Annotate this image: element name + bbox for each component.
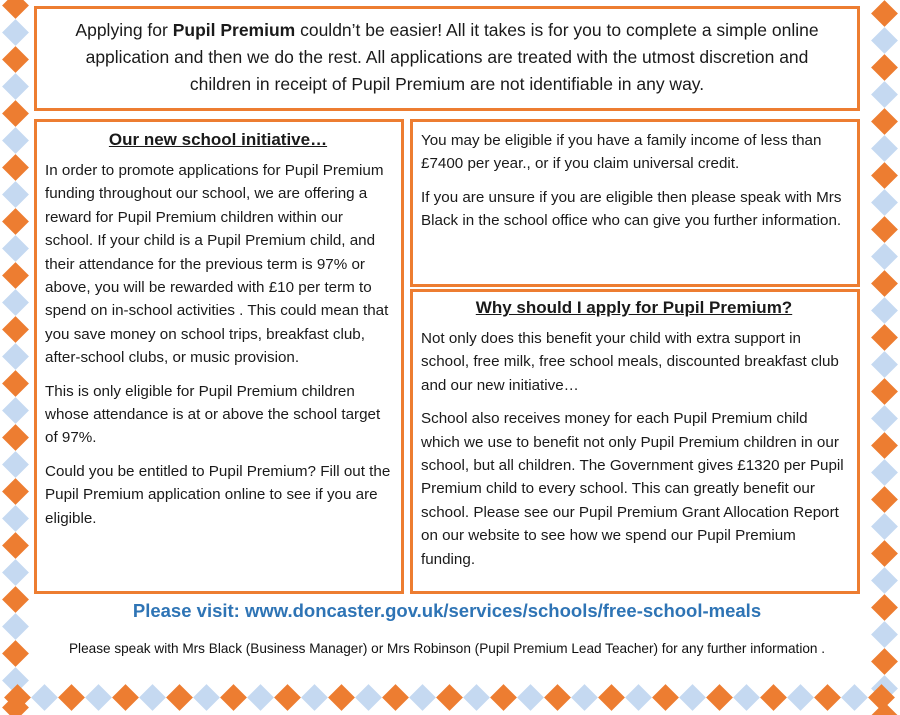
border-diamond — [760, 684, 787, 711]
border-diamond — [139, 684, 166, 711]
border-diamond — [193, 684, 220, 711]
border-diamond — [2, 559, 29, 586]
border-diamond — [2, 19, 29, 46]
border-diamond — [871, 459, 898, 486]
border-diamond — [2, 586, 29, 613]
border-diamond — [706, 684, 733, 711]
border-diamond — [2, 46, 29, 73]
border-diamond — [814, 684, 841, 711]
border-diamond — [2, 451, 29, 478]
border-diamond — [868, 684, 895, 711]
visit-link[interactable]: Please visit: www.doncaster.gov.uk/services/schools/free-school-meals — [132, 600, 762, 621]
border-diamond — [409, 684, 436, 711]
border-diamond — [2, 370, 29, 397]
border-diamond — [871, 405, 898, 432]
border-diamond — [2, 397, 29, 424]
border-diamond — [871, 513, 898, 540]
border-diamond — [166, 684, 193, 711]
border-diamond — [4, 684, 31, 711]
border-diamond — [787, 684, 814, 711]
border-diamond — [2, 235, 29, 262]
border-diamond — [871, 432, 898, 459]
border-diamond — [58, 684, 85, 711]
border-diamond — [517, 684, 544, 711]
border-diamond — [871, 351, 898, 378]
border-diamond — [871, 324, 898, 351]
border-diamond — [652, 684, 679, 711]
border-diamond — [871, 594, 898, 621]
eligibility-paragraph-1: You may be eligible if you have a family income of less than £7400 per year., or if you claim universal credit. — [421, 132, 822, 173]
border-diamond — [85, 684, 112, 711]
border-diamond — [328, 684, 355, 711]
border-diamond — [871, 189, 898, 216]
intro-text-bold: Pupil Premium — [172, 20, 296, 40]
border-diamond — [871, 216, 898, 243]
border-diamond — [2, 478, 29, 505]
contact-note: Please speak with Mrs Black (Business Manager) or Mrs Robinson (Pupil Premium Lead Teacher) for any further information . — [68, 641, 826, 656]
border-diamond — [871, 297, 898, 324]
border-diamond — [871, 486, 898, 513]
border-diamond — [871, 0, 898, 27]
border-diamond — [2, 532, 29, 559]
why-apply-paragraph-2: School also receives money for each Pupil Premium child which we use to benefit not only Pupil Premium children in our school, but all children. The Government gives £1320 per Pupil Premium child to every school. This can greatly benefit our school. Please see our Pupil Premium Grant Allocation Report on our website to see how we spend our Pupil Premium funding. — [421, 410, 844, 568]
border-diamond — [247, 684, 274, 711]
border-diamond — [2, 262, 29, 289]
initiative-box — [34, 119, 404, 594]
border-diamond — [31, 684, 58, 711]
border-diamond — [679, 684, 706, 711]
why-apply-box — [410, 289, 860, 594]
border-diamond — [871, 54, 898, 81]
border-diamond — [436, 684, 463, 711]
intro-box — [34, 6, 860, 111]
border-diamond — [571, 684, 598, 711]
border-diamond — [301, 684, 328, 711]
border-diamond — [2, 613, 29, 640]
border-diamond — [871, 27, 898, 54]
initiative-paragraph-1: In order to promote applications for Pupil Premium funding throughout our school, we are offering a reward for Pupil Premium children within our school. If your child is a Pupil Premium child, and their attendance for the previous term is 97% or above, you will be rewarded with £10 per term to spend on in-school activities . This could mean that you save money on school trips, breakfast club, after-school clubs, or music provision. — [45, 162, 389, 367]
eligibility-paragraph-2: If you are unsure if you are eligible then please speak with Mrs Black in the school office who can give you further information. — [421, 188, 842, 230]
border-diamond — [871, 540, 898, 567]
initiative-paragraph-2: This is only eligible for Pupil Premium children whose attendance is at or above the school target of 97%. — [45, 382, 381, 447]
left-diamond-border — [0, 0, 32, 715]
border-diamond — [733, 684, 760, 711]
intro-text-before: Applying for — [75, 20, 173, 40]
border-diamond — [355, 684, 382, 711]
border-diamond — [871, 567, 898, 594]
border-diamond — [112, 684, 139, 711]
border-diamond — [2, 316, 29, 343]
border-diamond — [841, 684, 868, 711]
why-apply-paragraph-1: Not only does this benefit your child with extra support in school, free milk, free school meals, discounted breakfast club and our new initiative… — [421, 330, 839, 394]
border-diamond — [544, 684, 571, 711]
border-diamond — [2, 208, 29, 235]
border-diamond — [871, 162, 898, 189]
border-diamond — [2, 181, 29, 208]
border-diamond — [2, 73, 29, 100]
right-diamond-border — [868, 0, 900, 715]
initiative-heading: Our new school initiative… — [108, 130, 328, 149]
bottom-diamond-border — [0, 680, 900, 715]
border-diamond — [2, 100, 29, 127]
border-diamond — [871, 135, 898, 162]
border-diamond — [871, 108, 898, 135]
border-diamond — [871, 621, 898, 648]
border-diamond — [598, 684, 625, 711]
border-diamond — [2, 640, 29, 667]
border-diamond — [2, 424, 29, 451]
border-diamond — [2, 505, 29, 532]
border-diamond — [463, 684, 490, 711]
border-diamond — [220, 684, 247, 711]
border-diamond — [871, 270, 898, 297]
border-diamond — [490, 684, 517, 711]
why-apply-heading: Why should I apply for Pupil Premium? — [475, 298, 793, 317]
border-diamond — [2, 343, 29, 370]
border-diamond — [382, 684, 409, 711]
border-diamond — [2, 127, 29, 154]
border-diamond — [2, 289, 29, 316]
border-diamond — [871, 243, 898, 270]
border-diamond — [274, 684, 301, 711]
border-diamond — [871, 378, 898, 405]
border-diamond — [2, 0, 29, 19]
initiative-paragraph-3: Could you be entitled to Pupil Premium? Fill out the Pupil Premium application online to see if you are eligible. — [45, 462, 391, 527]
border-diamond — [871, 81, 898, 108]
border-diamond — [625, 684, 652, 711]
border-diamond — [871, 648, 898, 675]
border-diamond — [2, 154, 29, 181]
eligibility-box — [410, 119, 860, 287]
intro-text-after: couldn’t be easier! All it takes is for you to complete a simple online application and then we do the rest. All applications are treated with the utmost discretion and children in receipt of Pupil Premium are not identifiable in any way. — [85, 20, 819, 94]
